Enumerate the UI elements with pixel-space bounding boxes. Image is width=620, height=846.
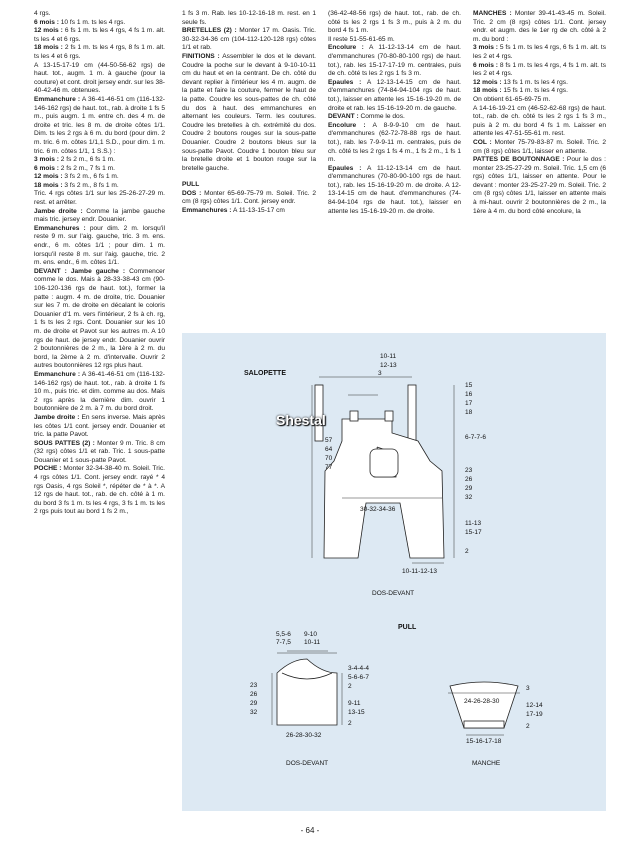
paragraph xyxy=(182,173,316,181)
paragraph-text: En sens inverse. Mais après les côtes 1/1 cont. jersey endr. Douanier et tric. la patte Pavot. xyxy=(34,413,165,439)
sal-caption: DOS-DEVANT xyxy=(372,590,415,597)
sleeve-right-2: 17-19 xyxy=(526,711,543,718)
paragraph xyxy=(328,10,461,36)
paragraph xyxy=(34,173,165,182)
paragraph xyxy=(34,225,165,268)
sal-top-a: 10-11 xyxy=(380,353,397,360)
sal-right-bottom-0: 11-13 xyxy=(465,520,482,527)
paragraph-label: Epaules : xyxy=(328,164,362,172)
paragraph xyxy=(473,87,606,96)
paragraph-label: 3 mois : xyxy=(34,156,59,164)
paragraph xyxy=(34,440,165,466)
page-number: - 64 - xyxy=(300,826,320,835)
sal-right-low-3: 32 xyxy=(465,494,473,501)
pattern-diagram xyxy=(182,333,606,811)
paragraph xyxy=(34,96,165,156)
paragraph xyxy=(473,10,606,44)
schematic-drawings xyxy=(182,333,606,811)
paragraph xyxy=(34,465,165,517)
pull-top-a: 5,5-6 xyxy=(276,631,291,638)
paragraph xyxy=(182,53,316,173)
paragraph-text: 3 fs 2 m., 8 fs 1 m. xyxy=(62,181,119,189)
sal-right-3: 18 xyxy=(465,409,473,416)
sleeve-right-3: 2 xyxy=(526,723,530,730)
pull-title: PULL xyxy=(398,624,417,631)
paragraph-label: Jambe droite : xyxy=(34,207,83,215)
sal-right-0: 15 xyxy=(465,382,473,389)
paragraph-label: Emmanchure : xyxy=(34,95,81,103)
paragraph-label: 18 mois : xyxy=(34,181,63,189)
sleeve-bottom: 15-16-17-18 xyxy=(466,738,502,745)
paragraph-text: A 36-41-46-51 cm (116-132-146-162 rgs) de haut. tot., rab. à droite 1 fs 5 m., puis augm. 1 m. entre ch. des 4 m. de droite et tric. les 8 m. de droite côtes 1/1. Dim. ts les 2 rgs à 6 m. du bord (pour dim. 2 m. tric. 6 m. côtes 1/1,1 S.D., pour dim. 1 m. tric. 6 m. côtes 1/1, 1 S.S.) : xyxy=(34,95,165,155)
paragraph-text: 6 fs 1 m. ts les 4 rgs, 4 fs 1 m. alt. ts les 4 et 6 rgs. xyxy=(34,27,165,43)
text-column-1 xyxy=(34,10,165,517)
paragraph-text: Monter 17 m. Oasis. Tric. 30-32-34-36 cm (104-112-120-128 rgs) côtes 1/1 et rab. xyxy=(182,27,317,52)
pull-top-c: 9-10 xyxy=(304,631,318,638)
paragraph-text: Monter 39-41-43-45 m. Soleil. Tric. 2 cm (8 rgs) côtes 1/1. Cont. jersey endr. et augm. des le 1er rg de ch. côté à 2 m. du bord : xyxy=(473,10,606,43)
pull-right-bottom: 2 xyxy=(348,720,352,727)
pull-left-2: 29 xyxy=(250,700,258,707)
paragraph-label: 6 mois : xyxy=(34,18,59,26)
pull-right-2: 2 xyxy=(348,683,352,690)
paragraph-label: POCHE : xyxy=(34,465,62,473)
pull-left-3: 32 xyxy=(250,709,258,716)
paragraph xyxy=(34,44,165,61)
paragraph-label: Epaules : xyxy=(328,78,362,86)
paragraph xyxy=(182,10,316,27)
paragraph-text: 5 fs 1 m. ts les 4 rgs, 6 fs 1 m. alt. ts les 2 et 4 rgs. xyxy=(473,44,606,60)
sal-right-low-1: 26 xyxy=(465,476,473,483)
sal-right-bottom-2: 2 xyxy=(465,548,469,555)
paragraph xyxy=(182,27,316,53)
paragraph-text: 13 fs 1 m. ts les 4 rgs. xyxy=(501,78,568,86)
paragraph-label: DEVANT : Jambe gauche : xyxy=(34,267,126,275)
pull-top-d: 10-11 xyxy=(304,639,321,646)
sal-right-bottom-1: 15-17 xyxy=(465,529,482,536)
paragraph xyxy=(34,27,165,44)
paragraph xyxy=(34,156,165,165)
paragraph xyxy=(473,62,606,79)
sal-left-c: 70 xyxy=(325,455,333,462)
paragraph-text: 8 fs 1 m. ts les 4 rgs, 4 fs 1 m. alt. ts les 2 et 4 rgs. xyxy=(473,61,606,78)
paragraph-label: COL : xyxy=(473,138,492,146)
sal-left-b: 64 xyxy=(325,446,333,453)
sleeve-right-1: 12-14 xyxy=(526,702,543,709)
paragraph-text: Comme la jambe gauche mais tric. jersey endr. Douanier. xyxy=(34,207,165,224)
sal-right-1: 16 xyxy=(465,391,473,398)
paragraph xyxy=(182,181,316,190)
paragraph-text: 4 rgs. xyxy=(34,10,51,17)
paragraph-label: Encolure : xyxy=(328,121,366,129)
paragraph xyxy=(34,10,165,19)
paragraph-label: FINITIONS : xyxy=(182,52,220,60)
paragraph-label: Encolure : xyxy=(328,44,364,52)
sal-bottom: 10-11-12-13 xyxy=(402,568,437,575)
paragraph xyxy=(182,190,316,207)
paragraph xyxy=(328,36,461,45)
paragraph-text: Monter 75-79-83-87 m. Soleil. Tric. 2 cm (8 rgs) côtes 1/1, laisser en attente. xyxy=(473,138,607,155)
pull-width: 26-28-30-32 xyxy=(286,732,322,739)
paragraph xyxy=(34,208,165,225)
sleeve-caption: MANCHE xyxy=(472,760,501,767)
section-heading: PULL xyxy=(182,181,200,189)
sal-right-low-2: 29 xyxy=(465,485,473,492)
paragraph-text: A 11-12-13-14 cm de haut. d'emmanchures (70-80-90-100 rgs de haut. tot.), rab. les 15-16-19-20 m. de droite. A 12-13-14-15 cm de haut. d'emmanchures (74-84-94-104 rgs de haut. tot.), laisser en attente les 15-16-19-20 m. de droite. xyxy=(328,164,461,215)
pull-top-b: 7-7,5 xyxy=(276,639,291,646)
sleeve-top: 24-26-28-30 xyxy=(464,698,500,705)
paragraph xyxy=(328,44,461,78)
paragraph xyxy=(328,122,461,165)
paragraph xyxy=(34,190,165,207)
paragraph-label: MANCHES : xyxy=(473,10,512,17)
pull-right-0: 3-4-4-4 xyxy=(348,665,369,672)
paragraph-text: Pour le dos : monter 23-25-27-29 m. Soleil. Tric. 1,5 cm (6 rgs) côtes 1/1, laisser en attente. Pour le devant : monter 23-25-27-29 m. Soleil. Tric. 2 cm (8 rgs) côtes 1/1, laisser en attente mais à mi-haut. ouvrir 2 boutonnières de 2 m., la 1ère à 4 m. du bord côté encolure, la xyxy=(473,156,606,215)
paragraph-text: Il reste 51-55-61-65 m. xyxy=(328,35,395,43)
paragraph-text: 15 fs 1 m. ts les 4 rgs. xyxy=(501,87,568,95)
paragraph-label: BRETELLES (2) : xyxy=(182,27,237,35)
paragraph xyxy=(473,105,606,139)
paragraph-label: 6 mois : xyxy=(34,164,59,172)
paragraph-text: A 36-41-46-51 cm (116-132-146-162 rgs) de haut. tot., rab. à droite 1 fs 10 m., puis tric. et dim. comme au dos. Mais 2 rgs après la dernière dim. ouvrir 1 boutonnière de 2 m. à 7 m. du bord droit. xyxy=(34,370,165,413)
paragraph-text: Monter 32-34-38-40 m. Soleil. Tric. 4 rgs côtes 1/1. Cont. jersey endr. rayé * 4 rgs Oasis, 4 rgs Soleil *, répéter de * à *. A 12 rgs de haut. tot., rab. de ch. côté à 1 m. du bord 3 fs 1 m. ts les 4 rgs, 3 fs 1 m. ts les 2 rgs puis tout au bord 1 fs 2 m., xyxy=(34,465,166,516)
paragraph-text: 2 fs 2 m., 7 fs 1 m. xyxy=(58,164,115,172)
paragraph-text: On obtient 61-65-69-75 m. xyxy=(473,95,551,103)
text-column-3 xyxy=(328,10,461,216)
paragraph-text: Commencer comme le dos. Mais à 28-33-38-43 cm (90-106-120-136 rgs de haut. tot.), former la patte : augm. 4 m. de droite, tric. Douanier sur les 7 m. de droite en décalant le coloris Douanier d'1 m. vers l'intérieur, 2 fs à ch. rg, 1 fs ts les 2 rgs. Cont. Douanier sur les 10 m. de droite et Pavot sur les autres m. A 10 rgs de haut. de jersey endr. Douanier ouvrir 2 boutonnières de 2 m., la 1ère à 2 m. du bord, la 2ème à 2 m. d'intervalle. Ouvrir 2 autres boutonnières 12 rgs plus haut. xyxy=(34,267,165,370)
paragraph-label: 12 mois : xyxy=(34,27,63,35)
sal-right-mid: 6-7-7-6 xyxy=(465,434,486,441)
paragraph-label: 18 mois : xyxy=(473,87,502,95)
paragraph xyxy=(34,414,165,440)
pull-caption: DOS-DEVANT xyxy=(286,760,329,767)
paragraph-text: Tric. 4 rgs côtes 1/1 sur les 25-26-27-29 m. rest. et arrêter. xyxy=(34,190,165,207)
pull-right-mid-1: 13-15 xyxy=(348,709,365,716)
paragraph-label: 3 mois : xyxy=(473,44,499,52)
paragraph-label: 12 mois : xyxy=(34,173,63,181)
paragraph-text: Comme le dos. xyxy=(358,113,405,121)
paragraph-label: Jambe droite : xyxy=(34,413,80,421)
sal-right-low-0: 23 xyxy=(465,467,473,474)
paragraph-label: Emmanchure : xyxy=(34,370,81,378)
paragraph xyxy=(34,165,165,174)
paragraph-label: DEVANT : xyxy=(328,113,359,121)
paragraph-text: A 11-13-15-17 cm xyxy=(231,207,285,215)
paragraph-text: A 8-9-9-10 cm de haut. d'emmanchures (62-72-78-88 rgs de haut. tot.), rab. les 7-9-9-11 m. centrales, puis de ch. côté ts les 2 rgs 1 fs 4 m., 1 fs 2 m., 1 fs 1 m. xyxy=(328,121,461,164)
paragraph-text: 2 fs 1 m. ts les 4 rgs, 8 fs 1 m. alt. ts les 4 et 6 rgs. xyxy=(34,44,165,60)
sleeve-shape xyxy=(450,682,518,728)
paragraph-label: SOUS PATTES (2) : xyxy=(34,439,95,447)
paragraph-label: Emmanchures : xyxy=(34,224,86,232)
paragraph xyxy=(328,79,461,113)
paragraph xyxy=(473,79,606,88)
pull-body-shape xyxy=(277,659,337,725)
paragraph xyxy=(34,268,165,371)
paragraph-label: 6 mois : xyxy=(473,61,499,69)
sal-top-c: 3 xyxy=(378,370,382,377)
paragraph-text: A 11-12-13-14 cm de haut. d'emmanchures (70-80-80-100 rgs) de haut. tot.), rab. les 15-17-17-19 m. centrales, puis de ch. côté ts les 2 rgs 1 fs 3 m. xyxy=(328,44,461,78)
paragraph xyxy=(182,207,316,216)
paragraph-text: Monter 65-69-75-79 m. Soleil. Tric. 2 cm (8 rgs) côtes 1/1. Cont. jersey endr. xyxy=(182,189,316,206)
pull-left-1: 26 xyxy=(250,691,258,698)
sal-right-2: 17 xyxy=(465,400,473,407)
salopette-shape xyxy=(315,385,444,558)
pull-right-1: 5-6-6-7 xyxy=(348,674,369,681)
paragraph xyxy=(328,113,461,122)
paragraph-text: Monter 9 m. Tric. 8 cm (32 rgs) côtes 1/1 et rab. Tric. 1 sous-patte Douanier et 1 sous-patte Pavot. xyxy=(34,439,165,464)
paragraph-text: Assembler le dos et le devant. Coudre la poche sur le devant à 9-10-10-11 cm du haut et en la centrant. De ch. côté du devant replier à l'intérieur les 4 m. augm. de la patte et faire la couture, fermer le haut de la patte. Coudre les sous-pattes de ch. côté du dos à haut. des emmanchures en alternant les couleurs. Term. les coutures. Coudre les bretelles à ch. extrémité du dos. Coudre 2 boutons rouges sur la sous-patte Douanier. Coudre 2 boutons bleus sur la sous-patte Pavot. Coudre 1 bouton bleu sur la bretelle droite et 1 bouton rouge sur la bretelle gauche. xyxy=(182,52,316,172)
paragraph-text: 2 fs 2 m., 6 fs 1 m. xyxy=(58,156,115,164)
pull-left-0: 23 xyxy=(250,682,258,689)
paragraph xyxy=(34,62,165,96)
sal-top-b: 12-13 xyxy=(380,362,397,369)
paragraph-text: A 13-15-17-19 cm (44-50-56-62 rgs) de haut. tot., augm. 1 m. à gauche (pour la couture) et cont. droit jersey endr. sur les 38-40-42-46 m. obtenues. xyxy=(34,61,165,95)
paragraph xyxy=(34,371,165,414)
pull-right-mid-0: 9-11 xyxy=(348,700,361,707)
paragraph-label: 18 mois : xyxy=(34,44,63,52)
sal-left-a: 57 xyxy=(325,437,333,444)
paragraph xyxy=(473,156,606,216)
paragraph xyxy=(473,139,606,156)
paragraph xyxy=(473,96,606,105)
paragraph-text: 3 fs 2 m., 6 fs 1 m. xyxy=(62,173,119,181)
paragraph-text: A 14-16-19-21 cm (46-52-62-68 rgs) de haut. tot., rab. de ch. côté ts les 2 rgs 1 fs 3 m., puis à 2 m. du bord 4 fs 1 m. Laisser en attente les 47-51-55-61 m. rest. xyxy=(473,104,606,138)
watermark: Shestal xyxy=(276,412,326,428)
salopette-title: SALOPETTE xyxy=(244,370,287,377)
paragraph-label: PATTES DE BOUTONNAGE : xyxy=(473,156,565,164)
paragraph-text: 10 fs 1 m. ts les 4 rgs. xyxy=(58,18,126,26)
sal-width: 30-32-34-36 xyxy=(360,506,396,513)
paragraph-text: A 12-13-14-15 cm de haut. d'emmanchures (74-84-94-104 rgs de haut. tot.), laisser en attente les 15-16-19-20 m. de droite et rab. les 15-16-19-20 m. de gauche. xyxy=(328,78,461,112)
paragraph xyxy=(34,182,165,191)
sal-left-d: 77 xyxy=(325,464,333,471)
paragraph xyxy=(34,19,165,28)
paragraph xyxy=(473,44,606,61)
paragraph-text: (36-42-48-56 rgs) de haut. tot., rab. de ch. côté ts les 2 rgs 1 fs 3 m., puis à 2 m. du bord 4 fs 1 m. xyxy=(328,10,461,35)
paragraph-label: 12 mois : xyxy=(473,78,502,86)
paragraph-label: Emmanchures : xyxy=(182,207,232,215)
paragraph-text: pour dim. 2 m. lorsqu'il reste 9 m. sur l'aig. gauche, tric. 3 m. ens. endr., 6 m. côtes 1/1 ; pour dim. 1 m. lorsqu'il reste 8 m. sur l'aig. gauche, tric. 2 m. ens. endr., 6 m. côtes 1/1. xyxy=(34,224,165,267)
paragraph xyxy=(328,165,461,217)
paragraph-text: 1 fs 3 m. Rab. les 10-12-16-18 m. rest. en 1 seule fs. xyxy=(182,10,316,26)
text-column-2 xyxy=(182,10,316,216)
paragraph-label: DOS : xyxy=(182,189,202,197)
sleeve-right-0: 3 xyxy=(526,685,530,692)
text-column-4 xyxy=(473,10,606,216)
